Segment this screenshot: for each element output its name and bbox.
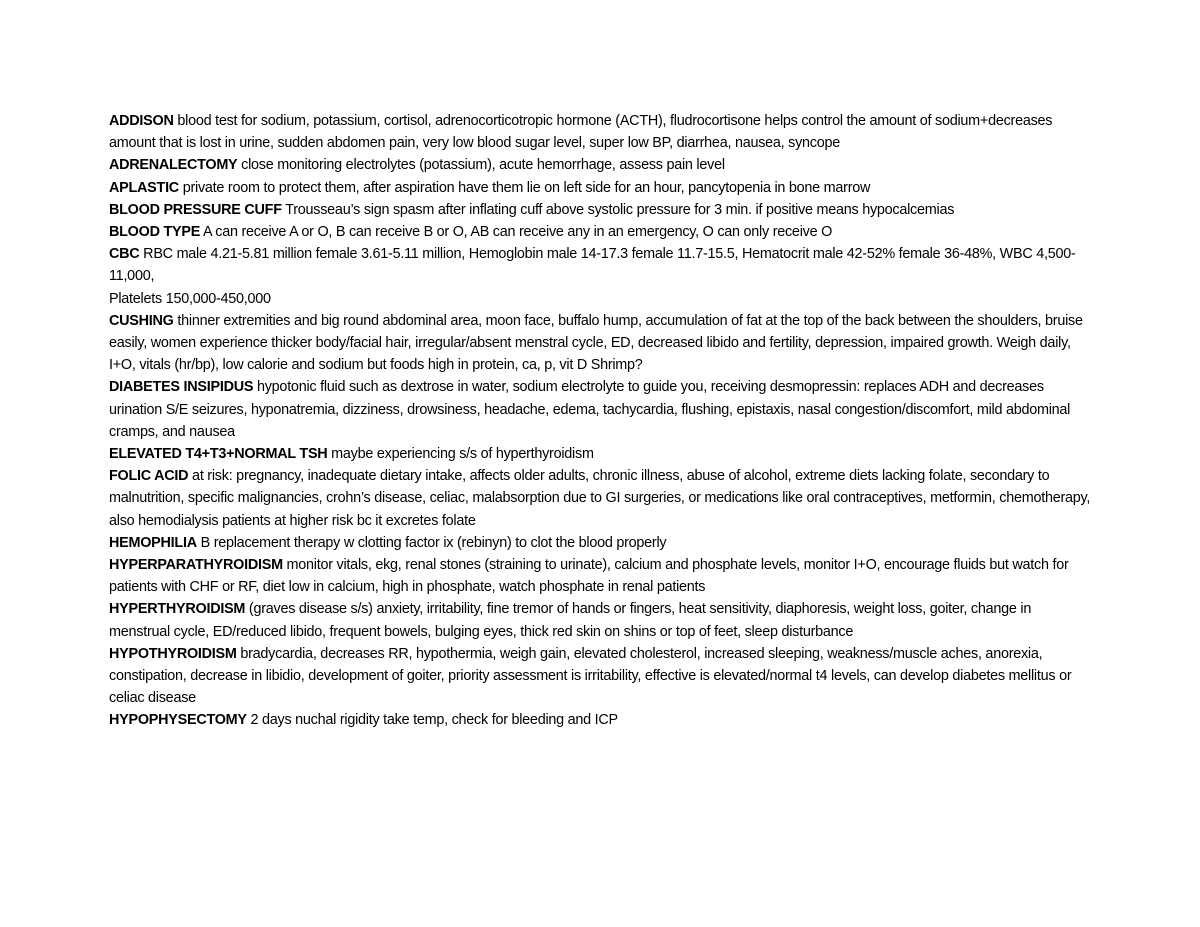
entry-hyperthyroidism <box>109 598 1094 642</box>
entry-blood-type <box>109 221 1094 243</box>
entry-addison <box>109 110 1094 154</box>
entry-hyperparathyroidism <box>109 554 1094 598</box>
entry-term: CBC <box>109 246 140 263</box>
entry-text: thinner extremities and big round abdominal area, moon face, buffalo hump, accumulation of fat at the top of the back between the shoulders, bruise easily, women experience thicker body/facial hair, irregular/absent menstral cycle, ED, decreased libido and fertility, depression, impaired growth. Weigh daily, I+O, vitals (hr/bp), low calorie and sodium but foods high in protein, ca, p, vit D Shrimp? <box>109 312 1083 374</box>
entry-text: 2 days nuchal rigidity take temp, check for bleeding and ICP <box>246 712 618 729</box>
entry-text: monitor vitals, ekg, renal stones (straining to urinate), calcium and phosphate levels, monitor I+O, encourage fluids but watch for patients with CHF or RF, diet low in calcium, high in phosphate, watch phosphate in renal patients <box>109 557 1069 596</box>
entry-text: maybe experiencing s/s of hyperthyroidism <box>327 446 594 463</box>
entry-text: B replacement therapy w clotting factor ix (rebinyn) to clot the blood properly <box>196 534 667 551</box>
entry-term: HYPERTHYROIDISM <box>109 601 246 618</box>
entry-term: ADRENALECTOMY <box>109 157 238 174</box>
entry-term: HYPOTHYROIDISM <box>109 645 237 662</box>
entry-text: Platelets 150,000-450,000 <box>109 290 271 307</box>
entry-term: BLOOD TYPE <box>109 224 201 241</box>
entry-elevated-t4-t3 <box>109 443 1094 465</box>
entry-adrenalectomy <box>109 154 1094 176</box>
entry-blood-pressure-cuff <box>109 199 1094 221</box>
entry-text: RBC male 4.21-5.81 million female 3.61-5.11 million, Hemoglobin male 14-17.3 female 11.7-15.5, Hematocrit male 42-52% female 36-48%, WBC 4,500-11,000, <box>109 246 1076 285</box>
entry-platelets <box>109 288 1094 310</box>
entry-term: ADDISON <box>109 113 174 129</box>
entry-text: Trousseau’s sign spasm after inflating cuff above systolic pressure for 3 min. if positive means hypocalcemias <box>281 201 955 218</box>
entry-cushing <box>109 310 1094 377</box>
entry-text: private room to protect them, after aspiration have them lie on left side for an hour, pancytopenia in bone marrow <box>178 179 871 196</box>
entry-term: ELEVATED T4+T3+NORMAL TSH <box>109 446 328 463</box>
entry-text: close monitoring electrolytes (potassium), acute hemorrhage, assess pain level <box>237 157 725 174</box>
entry-text: hypotonic fluid such as dextrose in water, sodium electrolyte to guide you, receiving desmopressin: replaces ADH and decreases urination S/E seizures, hyponatremia, dizziness, drowsiness, headache, edema, tachycardia, flushing, epistaxis, nasal congestion/discomfort, mild abdominal cramps, and nausea <box>109 379 1071 440</box>
entry-hypophysectomy <box>109 709 1094 731</box>
entry-folic-acid <box>109 465 1094 532</box>
entry-hypothyroidism <box>109 643 1094 710</box>
entry-hemophilia <box>109 532 1094 554</box>
study-notes <box>109 110 1094 732</box>
entry-text: at risk: pregnancy, inadequate dietary intake, affects older adults, chronic illness, abuse of alcohol, extreme diets lacking folate, secondary to malnutrition, specific malignancies, crohn’s disease, celiac, malabsorption due to GI surgeries, or medications like oral contraceptives, metformin, chemotherapy, also hemodialysis patients at higher risk bc it excretes folate <box>109 468 1091 529</box>
entry-term: FOLIC ACID <box>109 468 189 485</box>
entry-term: DIABETES INSIPIDUS <box>109 379 254 396</box>
entry-text: blood test for sodium, potassium, cortisol, adrenocorticotropic hormone (ACTH), fludrocortisone helps control the amount of sodium+decreases amount that is lost in urine, sudden abdomen pain, very low blood sugar level, super low BP, diarrhea, nausea, syncope <box>109 113 1053 152</box>
entry-term: CUSHING <box>109 312 174 329</box>
entry-term: HYPERPARATHYROIDISM <box>109 557 283 574</box>
entry-text: bradycardia, decreases RR, hypothermia, weigh gain, elevated cholesterol, increased sleeping, weakness/muscle aches, anorexia, constipation, decrease in libidio, development of goiter, priority assessment is irritability, effective is elevated/normal t4 levels, can develop diabetes mellitus or celiac disease <box>109 645 1072 707</box>
entry-term: APLASTIC <box>109 179 179 196</box>
entry-term: HEMOPHILIA <box>109 534 197 551</box>
entry-aplastic <box>109 177 1094 199</box>
entry-term: HYPOPHYSECTOMY <box>109 712 247 729</box>
entry-diabetes-insipidus <box>109 376 1094 443</box>
entry-cbc <box>109 243 1094 287</box>
entry-text: (graves disease s/s) anxiety, irritability, fine tremor of hands or fingers, heat sensitivity, diaphoresis, weight loss, goiter, change in menstrual cycle, ED/reduced libido, frequent bowels, bulging eyes, thick red skin on shins or top of feet, sleep disturbance <box>109 601 1032 640</box>
entry-text: A can receive A or O, B can receive B or O, AB can receive any in an emergency, O can only receive O <box>200 224 833 241</box>
entry-term: BLOOD PRESSURE CUFF <box>109 201 282 218</box>
